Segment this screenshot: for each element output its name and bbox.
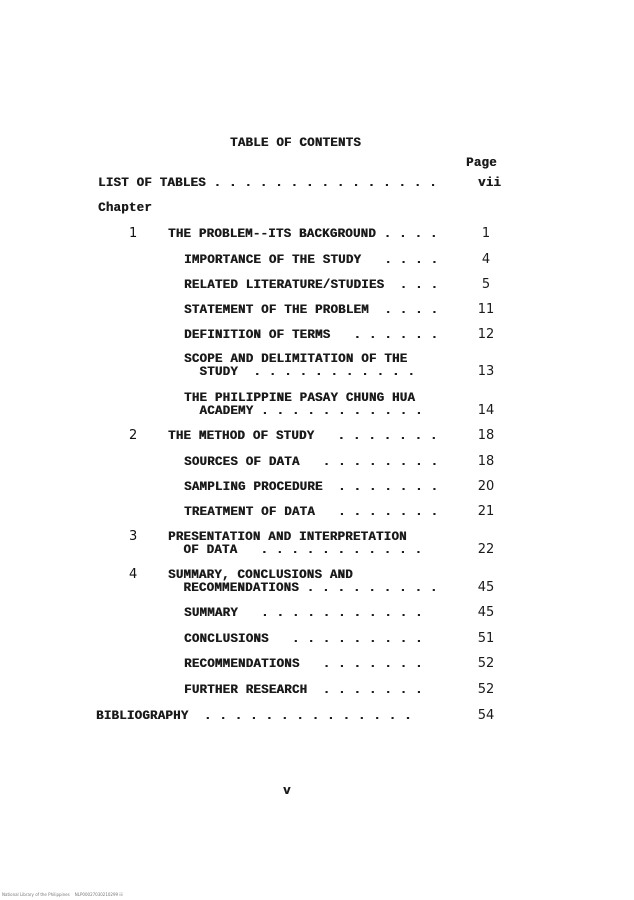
- section-related-literature-page: 5: [481, 277, 491, 292]
- chapter-4-page: 45: [477, 580, 495, 595]
- section-treatment: TREATMENT OF DATA . . . . . . .: [184, 505, 439, 519]
- chapter-1-page: 1: [481, 226, 491, 241]
- chapter-4-title-line1: SUMMARY, CONCLUSIONS AND: [168, 568, 353, 582]
- section-scope-line1: SCOPE AND DELIMITATION OF THE: [184, 352, 408, 366]
- section-recommendations-page: 52: [477, 656, 495, 671]
- section-related-literature: RELATED LITERATURE/STUDIES . . .: [184, 278, 439, 292]
- chapter-4-title-line2: RECOMMENDATIONS . . . . . . . . .: [168, 581, 438, 595]
- section-statement-page: 11: [477, 302, 495, 317]
- bibliography-entry: BIBLIOGRAPHY . . . . . . . . . . . . . .: [96, 709, 412, 723]
- section-further-research-page: 52: [477, 682, 495, 697]
- section-scope-page: 13: [477, 364, 495, 379]
- chapter-2-page: 18: [477, 428, 495, 443]
- section-sampling-page: 20: [477, 479, 495, 494]
- section-importance-page: 4: [481, 252, 491, 267]
- section-academy-line2: ACADEMY . . . . . . . . . . .: [184, 404, 423, 418]
- bibliography-page: 54: [477, 708, 495, 723]
- section-statement: STATEMENT OF THE PROBLEM . . . .: [184, 303, 439, 317]
- section-academy-page: 14: [477, 403, 495, 418]
- chapter-3-number: 3: [129, 529, 138, 544]
- section-summary: SUMMARY . . . . . . . . . . .: [184, 606, 423, 620]
- section-recommendations: RECOMMENDATIONS . . . . . . .: [184, 657, 423, 671]
- archive-footer: National Library of the Philippines NLP00027030210299 iii: [2, 892, 123, 897]
- chapter-3-page: 22: [477, 542, 495, 557]
- section-sources: SOURCES OF DATA . . . . . . . .: [184, 455, 439, 469]
- list-of-tables-page: vii: [478, 176, 502, 190]
- chapter-4-number: 4: [129, 567, 138, 582]
- section-definition-page: 12: [477, 327, 495, 342]
- section-treatment-page: 21: [477, 504, 495, 519]
- chapter-1-title: THE PROBLEM--ITS BACKGROUND . . . .: [168, 227, 438, 241]
- section-academy-line1: THE PHILIPPINE PASAY CHUNG HUA: [184, 391, 416, 405]
- chapter-2-number: 2: [129, 428, 138, 443]
- chapter-3-title-line2: OF DATA . . . . . . . . . . .: [168, 543, 423, 557]
- toc-title: TABLE OF CONTENTS: [230, 136, 361, 150]
- list-of-tables-entry: LIST OF TABLES . . . . . . . . . . . . . . .: [98, 176, 437, 190]
- section-scope-line2: STUDY . . . . . . . . . . .: [184, 365, 416, 379]
- chapter-header: Chapter: [98, 201, 152, 215]
- page-number: v: [283, 784, 291, 798]
- section-conclusions-page: 51: [477, 631, 495, 646]
- section-importance: IMPORTANCE OF THE STUDY . . . .: [184, 253, 439, 267]
- section-conclusions: CONCLUSIONS . . . . . . . . .: [184, 632, 423, 646]
- section-definition: DEFINITION OF TERMS . . . . . .: [184, 328, 439, 342]
- section-further-research: FURTHER RESEARCH . . . . . . .: [184, 683, 423, 697]
- page-column-header: Page: [466, 156, 497, 170]
- section-sampling: SAMPLING PROCEDURE . . . . . . .: [184, 480, 439, 494]
- section-sources-page: 18: [477, 454, 495, 469]
- section-summary-page: 45: [477, 605, 495, 620]
- chapter-1-number: 1: [129, 226, 138, 241]
- chapter-3-title-line1: PRESENTATION AND INTERPRETATION: [168, 530, 407, 544]
- chapter-2-title: THE METHOD OF STUDY . . . . . . .: [168, 429, 438, 443]
